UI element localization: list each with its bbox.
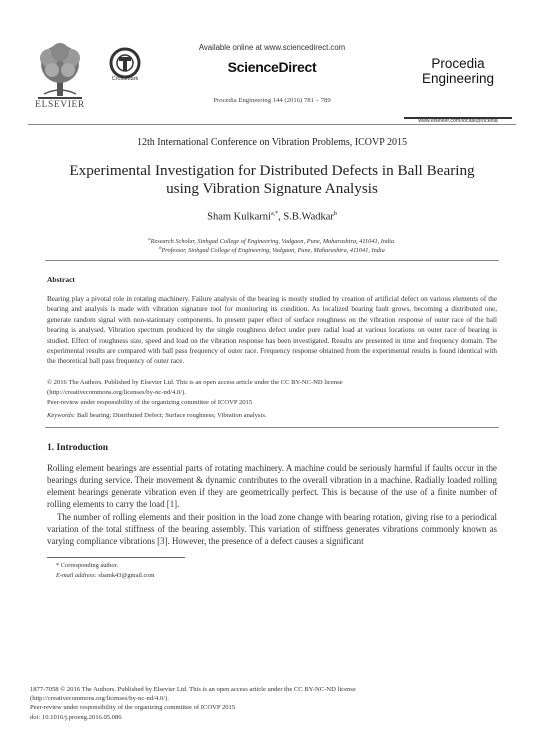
license-link[interactable]: (http://creativecommons.org/licenses/by-nc-nd/4.0/). — [47, 389, 186, 396]
abstract-heading: Abstract — [47, 275, 75, 284]
author-1-affiliation-mark: a,* — [270, 211, 279, 217]
footer-peer-review: Peer-review under responsibility of the organizing committee of ICOVP 2015 — [30, 704, 236, 711]
crossmark-label: CrossMark — [111, 76, 139, 82]
author-list — [28, 211, 516, 223]
publisher-name: ELSEVIER — [35, 100, 85, 110]
peer-review-line: Peer-review under responsibility of the organizing committee of ICOVP 2015 — [47, 399, 253, 406]
journal-reference: Procedia Engineering 144 (2016) 781 – 789 — [213, 97, 331, 104]
abstract-top-divider — [45, 260, 499, 261]
paper-title — [40, 162, 504, 198]
journal-name-line1: Procedia — [431, 56, 485, 71]
keywords-list: Ball bearing; Distributed Defect; Surface roughness; Vibration analysis. — [75, 412, 267, 419]
elsevier-tree-logo — [30, 40, 90, 100]
author-2: , S.B.Wadkar — [278, 211, 334, 223]
keywords-divider — [45, 427, 499, 428]
author-2-affiliation-mark: b — [333, 211, 337, 217]
email-address[interactable]: shamk43@gmail.com — [96, 572, 155, 579]
paper-title-line2: using Vibration Signature Analysis — [166, 180, 378, 197]
copyright-line: © 2016 The Authors. Published by Elsevier Ltd. This is an open access article under the CC BY-NC-ND license — [47, 379, 343, 386]
affiliation-2 — [28, 245, 516, 254]
corresponding-author-note: * Corresponding author. — [56, 562, 118, 569]
header-divider — [28, 124, 516, 125]
footnote-divider — [47, 557, 185, 558]
sciencedirect-logo[interactable]: ScienceDirect — [227, 59, 317, 75]
footer-doi[interactable]: doi: 10.1016/j.proeng.2016.05.086 — [30, 714, 122, 721]
journal-website[interactable]: www.elsevier.com/locate/procedia — [418, 118, 498, 124]
section-heading-introduction: 1. Introduction — [47, 443, 109, 453]
affiliation-1-text: Research Scholar, Sinhgad College of Engineering, Vadgaon, Pune, Maharashtra, 411041, India. — [150, 238, 396, 246]
affiliation-2-mark: b — [159, 245, 162, 250]
paper-title-line1: Experimental Investigation for Distributed Defects in Ball Bearing — [69, 162, 475, 179]
abstract-text: Bearing play a pivotal role in rotating machinery. Failure analysis of the bearing is mostly studied by creation of artificial defect on various elements of the bearing and analysis is made with vibration signature tool for monitoring its condition. As localized bearing fault grows, becoming a distributed one, generate random signal with non-stationary components. In present paper effect of surface roughness on the vibration response of outer race of the ball bearing is analysed. Vibration spectrum produced by the single roughness defect under pure radial load at various locations on outer race of bearing is studied. Effect of roughness size, speed and load on the vibration response has been investigated. Results are presented in time and frequency domain. The experimental results are compared with ball pass frequency of outer race. Frequency response obtained from the experimental results is found identical with the theoretical ball pass frequency of outer race. — [47, 295, 497, 366]
author-1: Sham Kulkarni — [207, 211, 271, 223]
affiliation-2-text: Professor, Sinhgad College of Engineering, Vadgaon, Pune, Maharashtra, 411041, India — [161, 247, 385, 255]
intro-paragraph-1: Rolling element bearings are essential parts of rotating machinery. A machine could be seriously harmful if faults occur in the bearings during service. Their movement & dynamic contributes to the overall vibration in a machine. Radially loaded rolling element bearings generate vibration even if they are geometrically perfect. This is because of the use of a finite number of rolling elements to carry the load [1]. — [47, 463, 497, 509]
available-online-text[interactable]: Available online at www.sciencedirect.com — [198, 43, 346, 52]
intro-paragraph-2: The number of rolling elements and their position in the load zone change with bearing rotation, giving rise to a periodical variation of the total stiffness of the bearing assembly. This variation of stiffness generates vibrations commonly known as varying compliance vibrations [3]. However, the presence of a defect causes a significant — [47, 512, 497, 546]
email-note — [56, 572, 154, 579]
affiliation-1 — [28, 236, 516, 245]
keywords — [47, 412, 497, 419]
journal-name — [404, 56, 512, 86]
footer-license-link[interactable]: (http://creativecommons.org/licenses/by-nc-nd/4.0/). — [30, 695, 169, 702]
affiliation-1-mark: a — [148, 236, 151, 241]
journal-name-line2: Engineering — [421, 71, 495, 86]
footer-issn-line: 1877-7058 © 2016 The Authors. Published by Elsevier Ltd. This is an open access article under the CC BY-NC-ND license — [30, 686, 356, 693]
keywords-label: Keywords: — [47, 412, 76, 419]
conference-name: 12th International Conference on Vibration Problems, ICOVP 2015 — [137, 137, 407, 148]
email-label: E-mail address: — [56, 572, 97, 579]
